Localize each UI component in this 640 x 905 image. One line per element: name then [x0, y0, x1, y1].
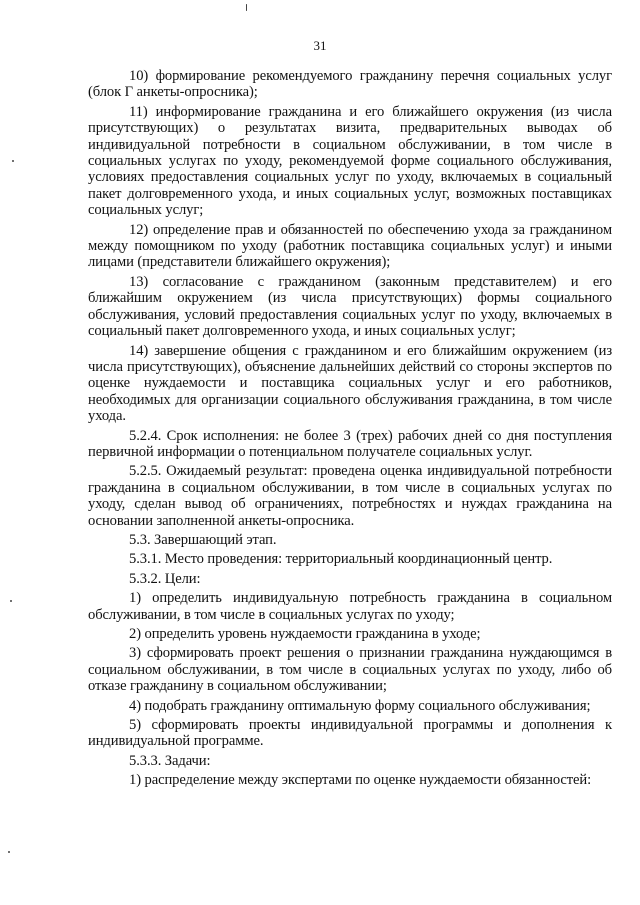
scan-mark — [10, 600, 12, 602]
paragraph: 10) формирование рекомендуемого гражданину перечня социальных услуг (блок Г анкеты-опросника); — [88, 68, 612, 101]
list-item: 4) подобрать гражданину оптимальную форму социального обслуживания; — [129, 697, 591, 714]
paragraph: 11) информирование гражданина и его ближайшего окружения (из числа присутствующих) о результатах визита, предварительных выводах об индивидуальной потребности в социальном обслуживании, в том числе в социальных услугах по уходу, рекомендуемой форме социального обслуживания, условиях предоставления социальных услуг по уходу, включаемых в социальный пакет долговременного ухода, и иных социальных услуг, возможных поставщиках социальных услуг; — [88, 103, 612, 219]
subsection-heading: 5.3.2. Цели: — [129, 570, 201, 587]
list-item: 1) распределение между экспертами по оценке нуждаемости обязанностей: — [129, 772, 592, 789]
paragraph: 12) определение прав и обязанностей по обеспечению ухода за гражданином между помощником по уходу (работник поставщика социальных услуг) и иными лицами (представители ближайшего окружения); — [88, 221, 612, 271]
page-number: 31 — [313, 38, 327, 53]
document-body — [88, 68, 612, 792]
list-item: 3) сформировать проект решения о признании гражданина нуждающимся в социальном обслуживании, в том числе в социальных услугах по уходу, либо об отказе гражданину в социальном обслуживании; — [88, 645, 612, 695]
list-item: 2) определить уровень нуждаемости гражданина в уходе; — [129, 626, 481, 642]
paragraph: 13) согласование с гражданином (законным представителем) и его ближайшим окружением (из числа присутствующих) формы социального обслуживания, условий предоставления социальных услуг по уходу, включаемых в социальный пакет долговременного ухода, и иных социальных услуг; — [88, 273, 612, 340]
section-heading: 5.3. Завершающий этап. — [129, 531, 277, 548]
paragraph: 5.3.1. Место проведения: территориальный координационный центр. — [129, 551, 553, 568]
paragraph: 5.2.4. Срок исполнения: не более 3 (трех) рабочих дней со дня поступления первичной информации о потенциальном получателе социальных услуг. — [88, 427, 612, 460]
scan-mark — [246, 4, 247, 11]
scan-mark — [8, 851, 10, 853]
paragraph: 5.2.5. Ожидаемый результат: проведена оценка индивидуальной потребности гражданина в социальном обслуживании, в том числе в социальных услугах по уходу, сделан вывод об ограничениях, потребностях и нуждах гражданина на основании заполненной анкеты-опросника. — [88, 463, 612, 529]
list-item: 1) определить индивидуальную потребность гражданина в социальном обслуживании, в том числе в социальных услугах по уходу; — [88, 590, 612, 623]
subsection-heading: 5.3.3. Задачи: — [129, 752, 211, 769]
paragraph: 14) завершение общения с гражданином и его ближайшим окружением (из числа присутствующих), объяснение дальнейших действий со стороны экспертов по оценке нуждаемости и поставщика социальных услуг и его работников, необходимых для организации социального обслуживания гражданина, в том числе ухода. — [88, 342, 612, 425]
list-item: 5) сформировать проекты индивидуальной программы и дополнения к индивидуальной программе. — [88, 717, 612, 750]
scan-mark — [12, 160, 14, 162]
